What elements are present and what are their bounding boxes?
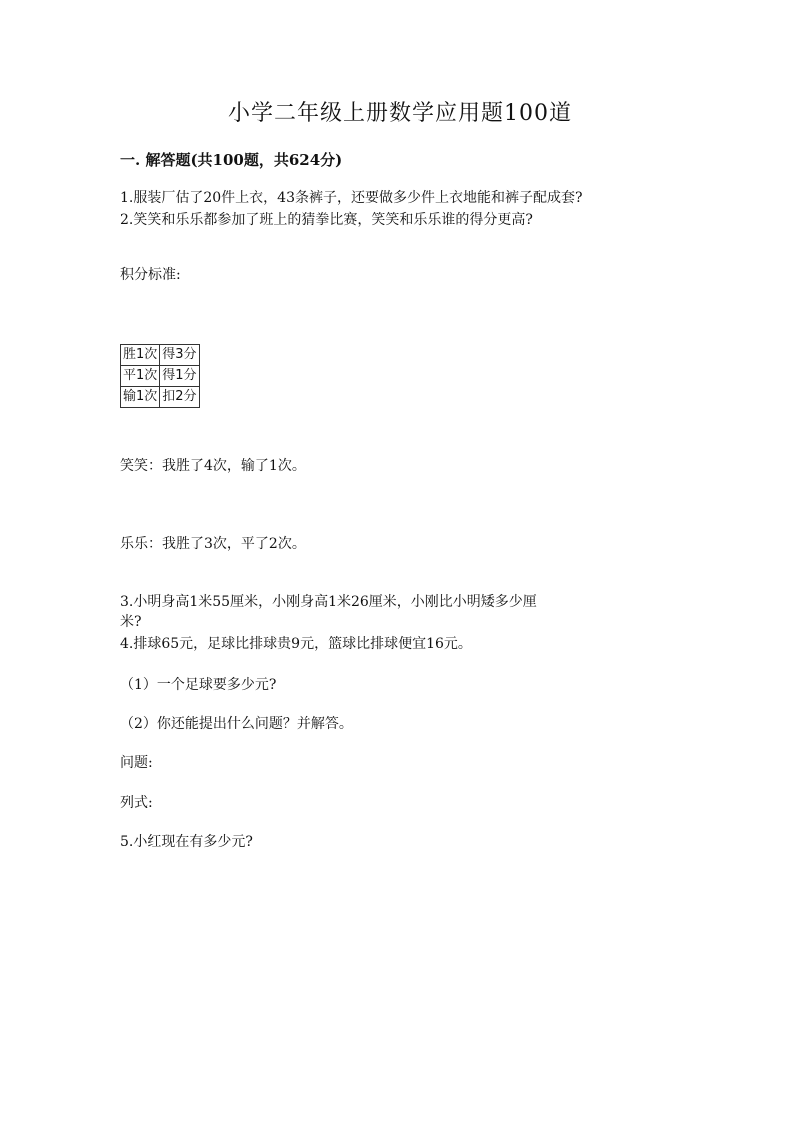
score-rule-label: 积分标准: — [120, 267, 181, 283]
lele-statement: 乐乐：我胜了3次，平了2次。 — [120, 536, 306, 552]
section-header: 一. 解答题(共100题，共624分) — [120, 151, 343, 169]
table-row — [121, 387, 200, 408]
formula-label: 列式: — [120, 795, 153, 811]
page-title: 小学二年级上册数学应用题100道 — [228, 101, 572, 126]
table-row — [121, 366, 200, 387]
table-cell: 得1分 — [160, 366, 199, 387]
question-4: 4.排球65元，足球比排球贵9元，篮球比排球便宜16元。 — [120, 636, 472, 652]
question-1: 1.服装厂估了20件上衣，43条裤子，还要做多少件上衣地能和裤子配成套? — [120, 190, 583, 206]
xiaoxiao-statement: 笑笑：我胜了4次，输了1次。 — [120, 458, 306, 474]
question-4-sub-2: （2）你还能提出什么问题？并解答。 — [120, 716, 353, 732]
table-row — [121, 345, 200, 366]
question-3-line-2: 米? — [120, 614, 142, 630]
question-2: 2.笑笑和乐乐都参加了班上的猜拳比赛，笑笑和乐乐谁的得分更高? — [120, 212, 533, 228]
table-cell: 输1次 — [121, 387, 160, 408]
question-label: 问题: — [120, 755, 153, 771]
table-cell: 得3分 — [160, 345, 199, 366]
question-4-sub-1: （1）一个足球要多少元? — [120, 677, 277, 693]
question-5: 5.小红现在有多少元? — [120, 834, 253, 850]
question-3-line-1: 3.小明身高1米55厘米，小刚身高1米26厘米，小刚比小明矮多少厘 — [120, 594, 537, 610]
table-cell: 平1次 — [121, 366, 160, 387]
table-cell: 胜1次 — [121, 345, 160, 366]
score-table — [120, 344, 200, 408]
table-cell: 扣2分 — [160, 387, 199, 408]
